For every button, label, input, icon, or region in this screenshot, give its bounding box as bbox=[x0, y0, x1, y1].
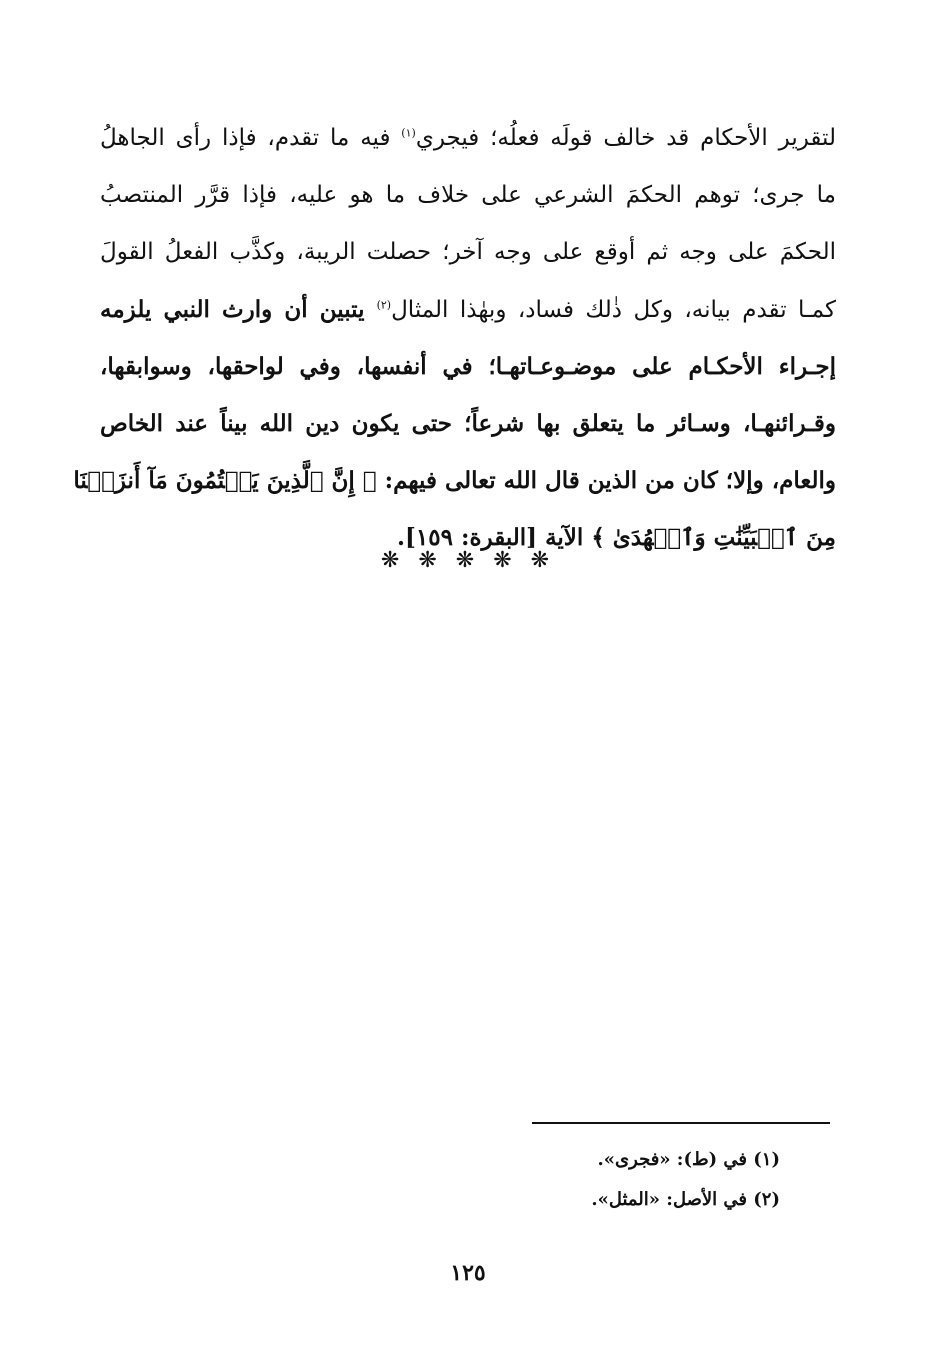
footnote-2: (٢) في الأصل: «المثل». bbox=[591, 1189, 780, 1210]
text-segment: كمـا تقدم بيانه، وكل ذٰلك فساد، وبهٰذا المثال bbox=[391, 297, 836, 323]
page-number: ١٢٥ bbox=[450, 1260, 486, 1286]
footnote-reference: (١) bbox=[401, 126, 416, 140]
text-segment: لتقرير الأحكام قد خالف قولَه فعلُه؛ فيجري bbox=[415, 125, 836, 151]
text-line: الحكمَ على وجه ثم أوقع على وجه آخر؛ حصلت الريبة، وكذَّب الفعلُ القولَ bbox=[100, 239, 836, 265]
section-separator: ❋ ❋ ❋ ❋ ❋ bbox=[380, 548, 556, 573]
main-paragraph bbox=[73, 110, 836, 566]
footnote-divider bbox=[532, 1122, 830, 1124]
text-line bbox=[100, 281, 836, 338]
footnotes bbox=[400, 1140, 780, 1220]
text-line: مِنَ ٱلۡبَيِّنَٰتِ وَٱلۡهُدَىٰ ﴾ الآية [البقرة: ١٥٩]. bbox=[397, 524, 836, 551]
text-segment: يتبين أن وارث النبي يلزمه bbox=[100, 296, 377, 323]
text-segment: فيه ما تقدم، فإذا رأى الجاهلُ bbox=[100, 125, 402, 151]
text-line: إجـراء الأحكـام على موضـوعـاتهـا؛ في أنفسها، وفي لواحقها، وسوابقها، bbox=[100, 353, 836, 380]
footnote-reference: (٢) bbox=[376, 298, 392, 312]
footnote-1: (١) في (ط): «فجرى». bbox=[597, 1149, 780, 1170]
text-line bbox=[100, 110, 836, 167]
text-line: ما جرى؛ توهم الحكمَ الشرعي على خلاف ما هو عليه، فإذا قرَّر المنتصبُ bbox=[100, 182, 836, 208]
text-line: والعام، وإلا؛ كان من الذين قال الله تعالى فيهم: ﴿ إِنَّ ٱلَّذِينَ يَكۡتُمُونَ مَآ أَنزَلۡنَا bbox=[73, 467, 836, 494]
text-line: وقـرائنهـا، وسـائر ما يتعلق بها شرعاً؛ حتى يكون دين الله بيناً عند الخاص bbox=[100, 410, 836, 437]
